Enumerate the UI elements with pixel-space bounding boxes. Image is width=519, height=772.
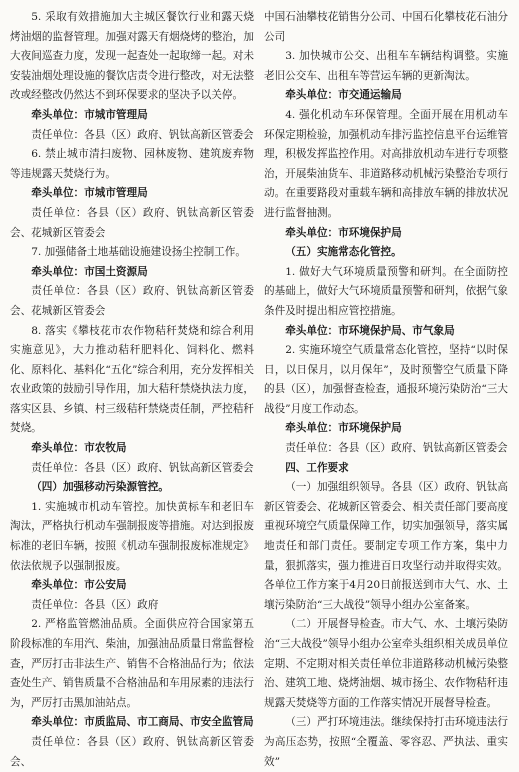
section-heading: （五）实施常态化管控。 bbox=[285, 246, 402, 259]
paragraph: （一）加强组织领导。各县（区）政府、钒钛高新区管委会、花城新区管委会、相关责任部门要高度重视环境空气质量保障工作，切实加强领导，落实属地责任和部门责任。要制定专项工作方案，集中力量，狠抓落实，强力推进百日攻坚行动并取得实效。各单位工作方案于4月20日前报送到市大气、水、土壤污染防治“三大战役”领导小组办公室备案。 bbox=[264, 481, 508, 611]
lead-unit-line: 牵头单位：市城市管理局 bbox=[31, 108, 148, 121]
paragraph: 责任单位：各县（区）政府、钒钛高新区管委会、花城新区管委会 bbox=[10, 285, 254, 317]
paragraph: 4. 强化机动车环保管理。全面开展在用机动车环保定期检验，加强机动车排污监控信息平台运维管理，积极发挥监控作用。对高排放机动车进行专项整治，开展柴油货车、非道路移动机械污染整治专项行动。在重要路段对重载车辆和高排放车辆的排放状况进行监督抽测。 bbox=[264, 108, 508, 219]
right-column bbox=[264, 8, 508, 768]
paragraph: 责任单位：各县（区）政府、钒钛高新区管委会 bbox=[285, 442, 508, 455]
lead-unit-line: 牵头单位：市质监局、市工商局、市安全监管局 bbox=[31, 716, 254, 729]
paragraph: 6. 禁止城市清扫废物、园林废物、建筑废弃物等违规露天焚烧行为。 bbox=[10, 148, 254, 180]
paragraph: 8. 落实《攀枝花市农作物秸秆焚烧和综合利用实施意见》，大力推动秸秆肥料化、饲料化、燃料化、原料化、基料化“五化”综合利用，充分发挥相关农业政策的鼓励引导作用，加大秸秆禁烧执法力度，落实区县、乡镇、村三级秸秆禁烧责任制，严控秸秆焚烧。 bbox=[10, 324, 254, 435]
lead-unit-line: 牵头单位：市环境保护局、市气象局 bbox=[285, 324, 455, 337]
paragraph: 3. 加快城市公交、出租车车辆结构调整。实施老旧公交车、出租车等营运车辆的更新淘汰。 bbox=[264, 50, 508, 82]
paragraph: 责任单位：各县（区）政府、钒钛高新区管委会 bbox=[31, 128, 254, 141]
paragraph: 1. 实施城市机动车管控。加快黄标车和老旧车淘汰，严格执行机动车强制报废等措施。对达到报废标准的老旧车辆，按照《机动车强制报废标准规定》依法依规予以强制报废。 bbox=[10, 500, 254, 572]
lead-unit-line: 牵头单位：市国土资源局 bbox=[31, 265, 148, 278]
section-heading: （四）加强移动污染源管控。 bbox=[31, 481, 169, 494]
lead-unit-line: 四、工作要求 bbox=[285, 461, 349, 474]
paragraph: （二）开展督导检查。市大气、水、土壤污染防治“三大战役”领导小组办公室牵头组织相关成员单位定期、不定期对相关责任单位非道路移动机械污染整治、建筑工地、烧烤油烟、城市扬尘、农作物秸秆违规露天焚烧等方面的工作落实情况开展督导检查。 bbox=[264, 618, 508, 709]
lead-unit-line: 牵头单位：市交通运输局 bbox=[285, 89, 402, 102]
lead-unit-line: 牵头单位：市城市管理局 bbox=[31, 187, 148, 200]
paragraph: 中国石油攀枝花销售分公司、中国石化攀枝花石油分公司 bbox=[264, 11, 508, 43]
paragraph: 责任单位：各县（区）政府、钒钛高新区管委会 bbox=[31, 461, 254, 474]
paragraph: 责任单位：各县（区）政府、钒钛高新区管委会、花城新区管委会 bbox=[10, 206, 254, 239]
lead-unit-line: 牵头单位：市公安局 bbox=[31, 579, 127, 592]
paragraph: （三）严打环境违法。继续保持打击环境违法行为高压态势，按照“全覆盖、零容忍、严执法、重实效” bbox=[264, 716, 508, 768]
paragraph: 5. 采取有效措施加大主城区餐饮行业和露天烧烤油烟的监督管理。加强对露天有烟烧烤的整治，加大夜间巡查力度，发现一起查处一起取缔一起。对未安装油烟处理设施的餐饮店责令进行整改，对无法整改或经整改仍然达不到环保要求的坚决予以关停。 bbox=[10, 11, 254, 102]
paragraph: 7. 加强储备土地基础设施建设扬尘控制工作。 bbox=[31, 246, 246, 259]
paragraph: 1. 做好大气环境质量预警和研判。在全面防控的基础上，做好大气环境质量预警和研判，依据气象条件及时提出相应管控措施。 bbox=[264, 265, 508, 317]
lead-unit-line: 牵头单位：市环境保护局 bbox=[285, 422, 402, 435]
lead-unit-line: 牵头单位：市环境保护局 bbox=[285, 226, 402, 239]
paragraph: 责任单位：各县（区）政府、钒钛高新区管委会、 bbox=[10, 735, 254, 768]
left-column bbox=[10, 8, 254, 768]
lead-unit-line: 牵头单位：市农牧局 bbox=[31, 442, 127, 455]
paragraph: 2. 实施环境空气质量常态化管控，坚持“以时保日，以日保月，以月保年”，及时预警空气质量下降的县（区），加强督查检查，通报环境污染防治“三大战役”月度工作动态。 bbox=[264, 344, 508, 415]
paragraph: 责任单位：各县（区）政府 bbox=[31, 598, 159, 611]
paragraph: 2. 严格监管燃油品质。全面供应符合国家第五阶段标准的车用汽、柴油，加强油品质量日常监督检查，严厉打击非法生产、销售不合格油品行为；依法查处生产、销售质量不合格油品和车用尿素的违法行为，严厉打击黑加油站点。 bbox=[10, 618, 254, 709]
